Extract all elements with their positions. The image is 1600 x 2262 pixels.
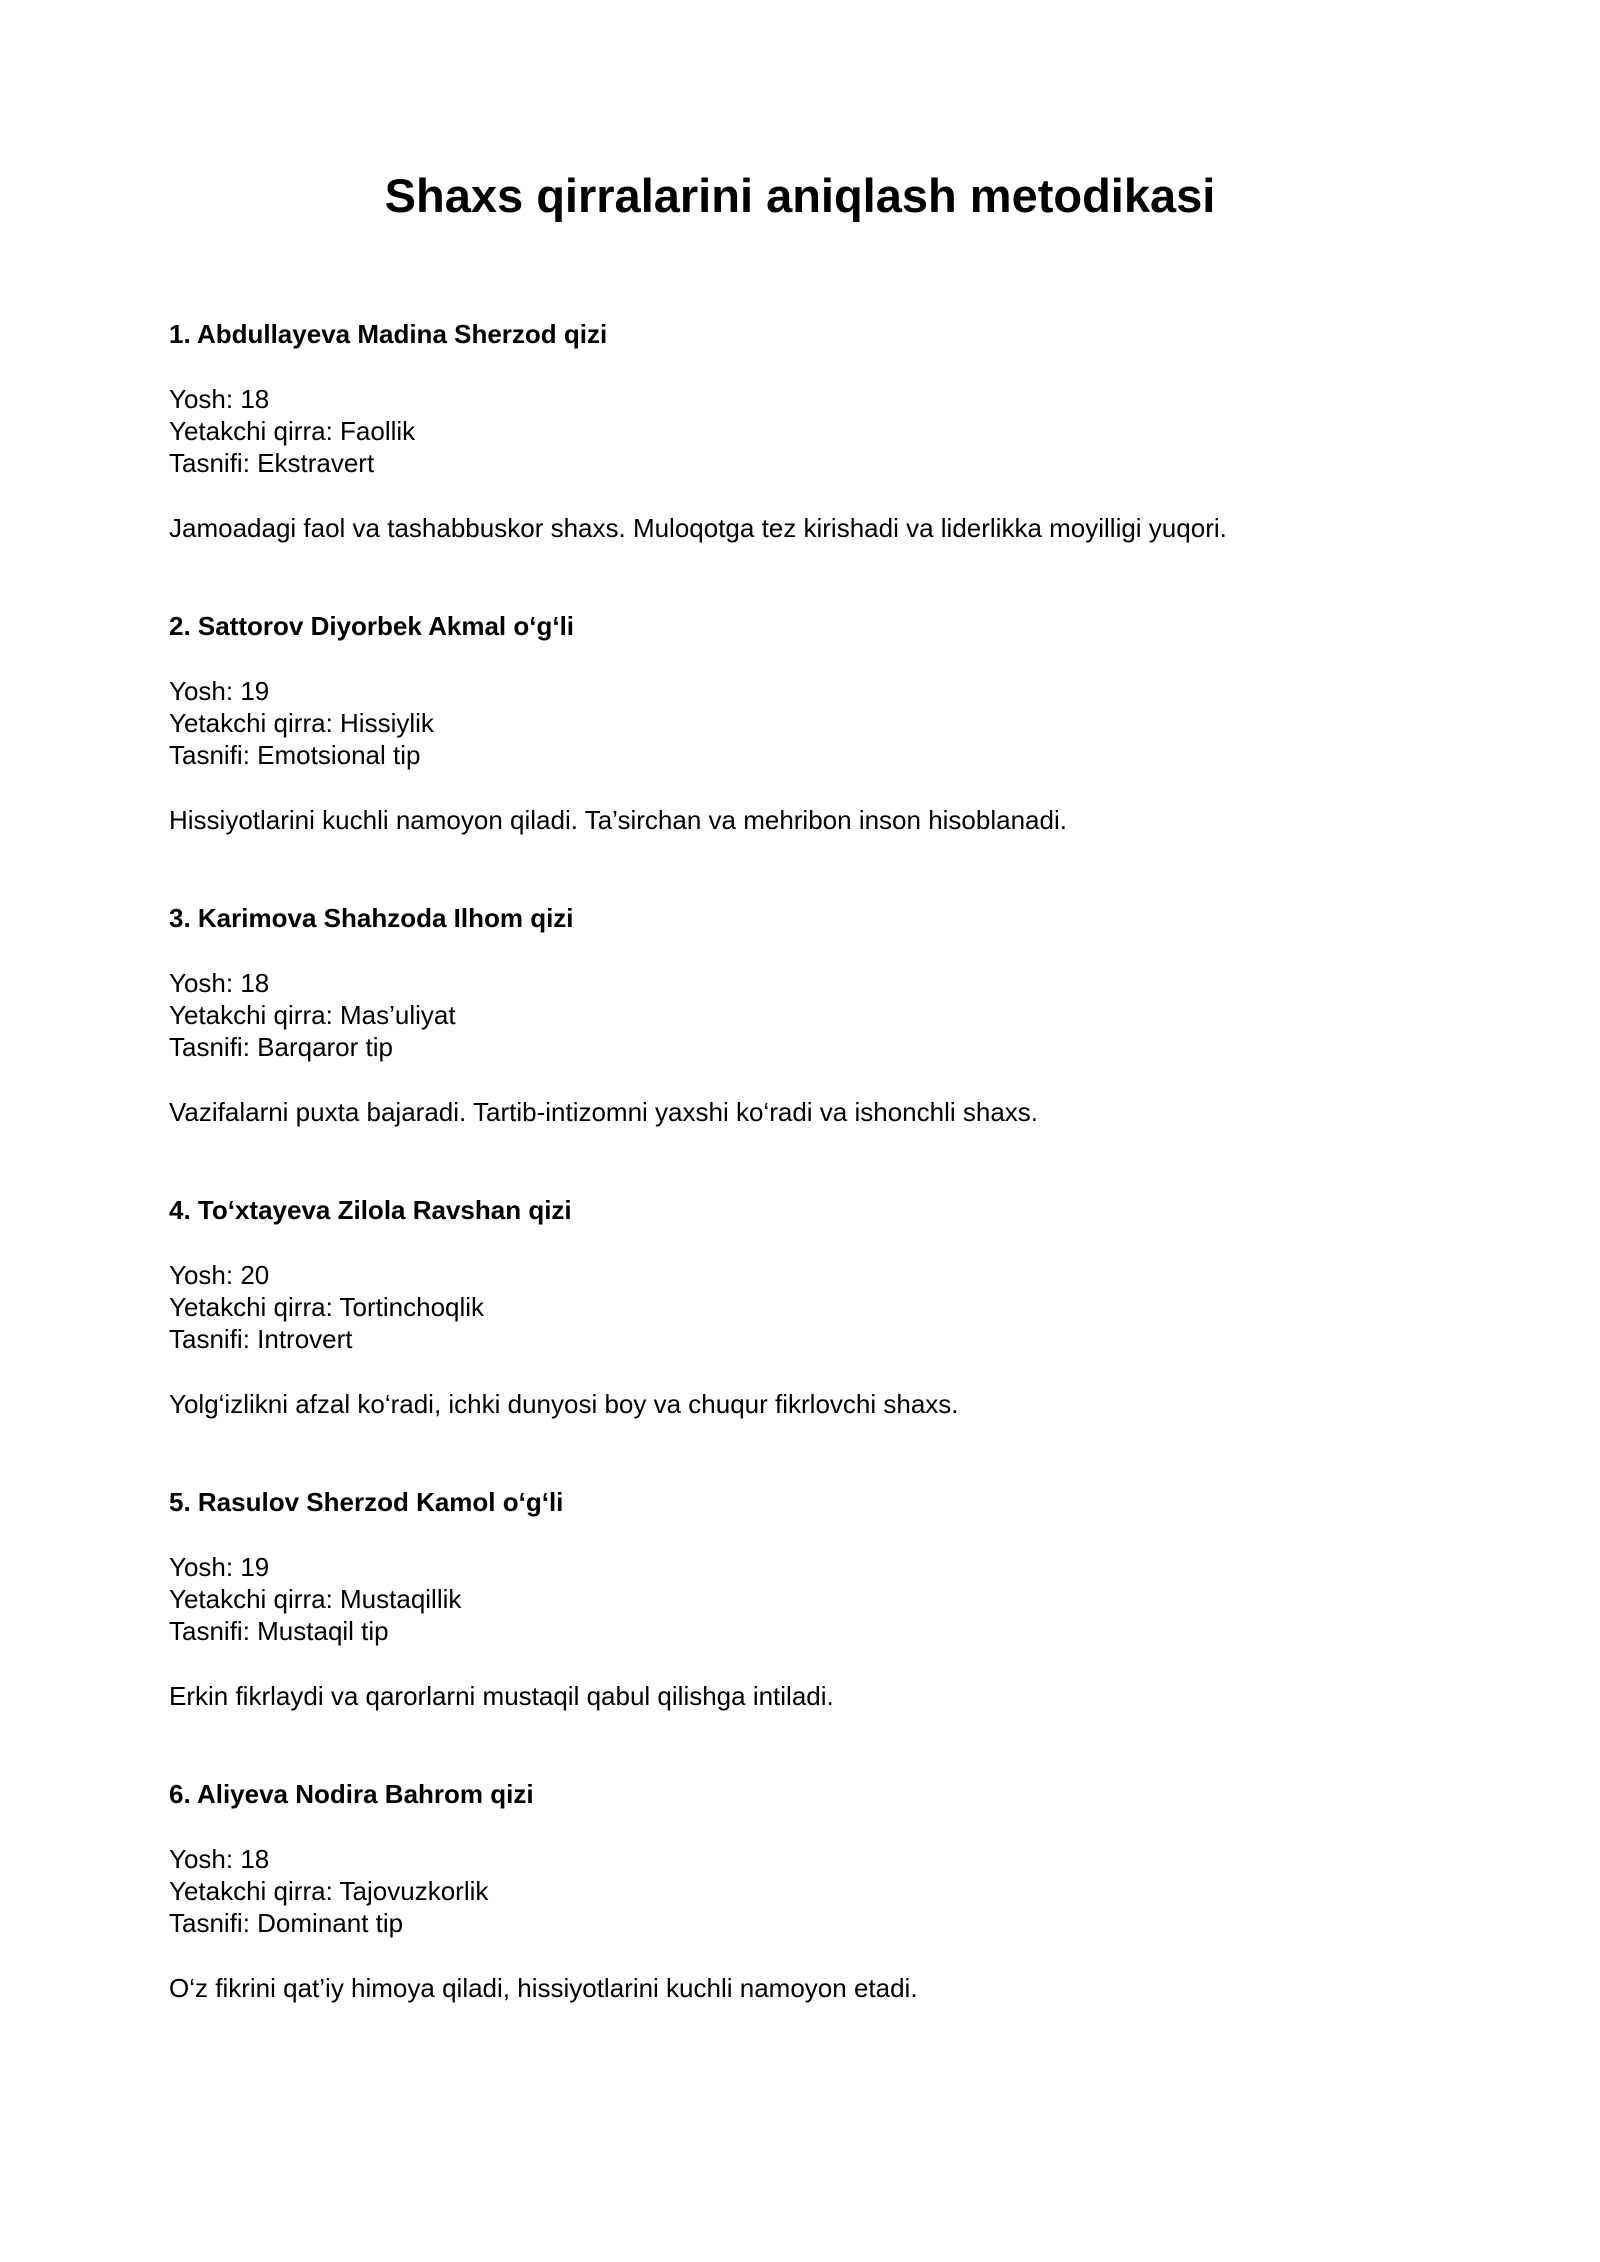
list-item (169, 610, 1429, 902)
entry-name: 3. Karimova Shahzoda Ilhom qizi (169, 903, 574, 933)
entry-type: Tasnifi: Introvert (169, 1324, 353, 1354)
entry-age: Yosh: 19 (169, 1552, 270, 1582)
entry-trait: Yetakchi qirra: Hissiylik (169, 708, 434, 738)
list-item (169, 318, 1429, 610)
list-item (169, 1778, 1429, 2070)
entry-description: Jamoadagi faol va tashabbuskor shaxs. Muloqotga tez kirishadi va liderlikka moyilligi yuqori. (169, 513, 1227, 543)
entry-name: 1. Abdullayeva Madina Sherzod qizi (169, 319, 608, 349)
entry-type: Tasnifi: Ekstravert (169, 448, 375, 478)
entry-description: Hissiyotlarini kuchli namoyon qiladi. Ta’sirchan va mehribon inson hisoblanadi. (169, 805, 1067, 835)
entry-age: Yosh: 20 (169, 1260, 270, 1290)
entry-age: Yosh: 19 (169, 676, 270, 706)
entry-trait: Yetakchi qirra: Tajovuzkorlik (169, 1876, 489, 1906)
entry-age: Yosh: 18 (169, 1844, 270, 1874)
entry-description: Yolg‘izlikni afzal ko‘radi, ichki dunyosi boy va chuqur fikrlovchi shaxs. (169, 1389, 959, 1419)
list-item (169, 902, 1429, 1194)
entry-name: 5. Rasulov Sherzod Kamol o‘g‘li (169, 1487, 564, 1517)
list-item (169, 1486, 1429, 1778)
entry-fields (169, 1259, 1429, 1355)
entry-trait: Yetakchi qirra: Mas’uliyat (169, 1000, 456, 1030)
entry-fields (169, 967, 1429, 1063)
document-title: Shaxs qirralarini aniqlash metodikasi (384, 169, 1216, 222)
entry-trait: Yetakchi qirra: Faollik (169, 416, 416, 446)
list-item (169, 1194, 1429, 1486)
entry-type: Tasnifi: Dominant tip (169, 1908, 404, 1938)
entry-type: Tasnifi: Mustaqil tip (169, 1616, 389, 1646)
entry-type: Tasnifi: Emotsional tip (169, 740, 421, 770)
entry-age: Yosh: 18 (169, 968, 270, 998)
entry-fields (169, 675, 1429, 771)
entry-name: 4. To‘xtayeva Zilola Ravshan qizi (169, 1195, 572, 1225)
entry-trait: Yetakchi qirra: Mustaqillik (169, 1584, 462, 1614)
entry-description: Vazifalarni puxta bajaradi. Tartib-intizomni yaxshi ko‘radi va ishonchli shaxs. (169, 1097, 1039, 1127)
entry-fields (169, 383, 1429, 479)
entry-list (169, 318, 1429, 2070)
entry-description: O‘z fikrini qat’iy himoya qiladi, hissiyotlarini kuchli namoyon etadi. (169, 1973, 918, 2003)
entry-name: 6. Aliyeva Nodira Bahrom qizi (169, 1779, 534, 1809)
entry-fields (169, 1843, 1429, 1939)
entry-type: Tasnifi: Barqaror tip (169, 1032, 393, 1062)
entry-fields (169, 1551, 1429, 1647)
entry-age: Yosh: 18 (169, 384, 270, 414)
entry-trait: Yetakchi qirra: Tortinchoqlik (169, 1292, 485, 1322)
entry-name: 2. Sattorov Diyorbek Akmal o‘g‘li (169, 611, 575, 641)
entry-description: Erkin fikrlaydi va qarorlarni mustaqil qabul qilishga intiladi. (169, 1681, 834, 1711)
